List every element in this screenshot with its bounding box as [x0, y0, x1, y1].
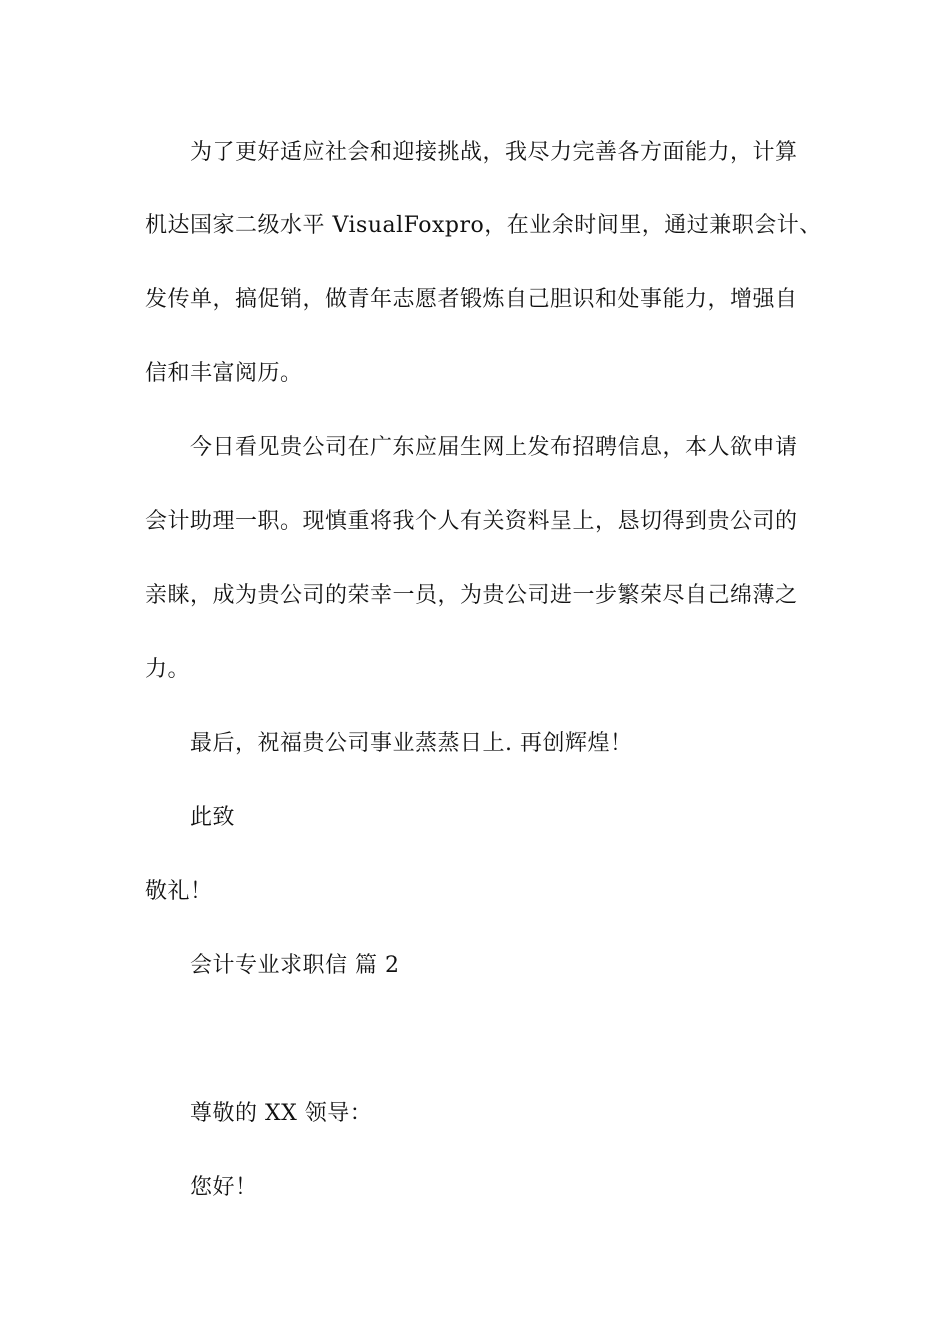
closing-wish: 最后，祝福贵公司事业蒸蒸日上. 再创辉煌！ — [190, 731, 633, 756]
paragraph-1-line-1: 为了更好适应社会和迎接挑战，我尽力完善各方面能力，计算 — [190, 140, 798, 165]
greeting: 您好！ — [190, 1175, 258, 1200]
salutation: 尊敬的 XX 领导： — [190, 1101, 373, 1126]
paragraph-1-line-3: 发传单，搞促销，做青年志愿者锻炼自己胆识和处事能力，增强自 — [145, 287, 798, 312]
paragraph-2-line-4: 力。 — [145, 657, 191, 682]
closing-jingli: 敬礼！ — [145, 879, 213, 904]
paragraph-1-line-2: 机达国家二级水平 VisualFoxpro，在业余时间里，通过兼职会计、 — [145, 213, 822, 238]
paragraph-2-line-3: 亲睐，成为贵公司的荣幸一员，为贵公司进一步繁荣尽自己绵薄之 — [145, 583, 798, 608]
paragraph-2-line-2: 会计助理一职。现慎重将我个人有关资料呈上，恳切得到贵公司的 — [145, 509, 798, 534]
paragraph-1-line-4: 信和丰富阅历。 — [145, 361, 303, 386]
section-heading: 会计专业求职信 篇 2 — [190, 953, 400, 978]
paragraph-2-line-1: 今日看见贵公司在广东应届生网上发布招聘信息，本人欲申请 — [190, 435, 798, 460]
closing-cizhi: 此致 — [190, 805, 236, 830]
